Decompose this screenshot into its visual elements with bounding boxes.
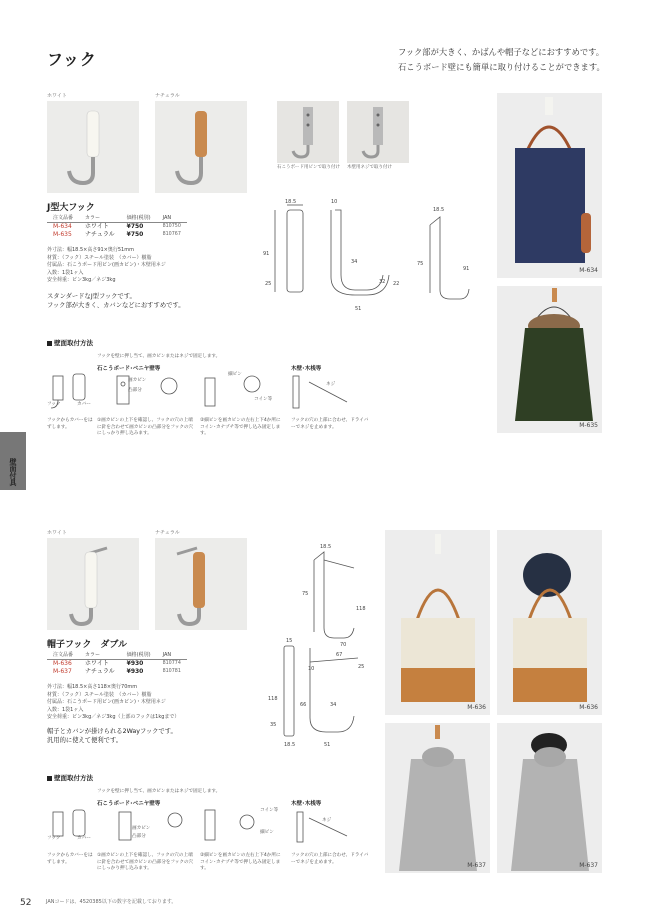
photo-canvas-bag-2 [497,530,602,715]
spec-line: 材質：（フック）スチール塗装 （カバー）樹脂 [47,254,152,261]
dim-label: 91 [263,251,270,257]
dim-label: 75 [417,261,424,267]
tote-bag-image [497,93,602,278]
canvas-bag-image-1 [385,530,490,715]
part-thin-pin-label: 細ピン [260,830,274,835]
table-header-row [47,650,187,660]
color-label-white: ホワイト [47,530,67,536]
dim-label: 118 [356,606,366,612]
install-diagram-2 [47,806,367,846]
hook-image-white [47,101,139,193]
hook-photo-white [47,101,139,193]
double-hook-photo-natural [155,538,247,630]
page-title: フック [47,50,97,69]
spec-line: 付属品：石こうボード用ピン(画カピン)・木壁用ネジ [47,262,166,268]
item-price: ¥930 [126,660,144,667]
dim-label: 70 [340,642,347,648]
dim-label: 18.5 [433,207,445,213]
dim-label: 15 [286,638,293,644]
install-diagram-1 [47,372,367,416]
install-intro-2: フックを壁に押し当て、画カピンまたはネジで固定します。 [97,789,221,794]
note-wood-2: フックの穴の上部に合わせ、ドライバーでネジを止めます。 [291,853,369,865]
desc-line: スタンダードなJ型フックです。 [47,293,136,300]
dim-label: 118 [268,696,278,702]
spec-line: 安全荷重：ピン3kg／ネジ3kg（上部のフックは1kgまで） [47,714,180,720]
item-jan: 810774 [162,661,181,666]
item-jan: 810750 [162,224,181,229]
note-wood-1: フックの穴の上部に合わせ、ドライバーでネジを止めます。 [291,418,369,430]
note-cover-1: フックからカバーをはずします。 [47,418,93,430]
photo-tag: M-634 [579,267,598,274]
spec-line: 入数：1袋1ヶ入 [47,269,84,276]
gypsum-heading-1: 石こうボード･ベニヤ壁等 [97,366,161,372]
item-color: ホワイト [85,660,109,667]
item-code: M-637 [53,668,72,675]
item-code: M-635 [53,231,72,238]
dim-label: 25 [265,281,272,287]
note-step2-2: ②細ピンを画カピンの左右上下4か所にコイン･カナヅチ等で押し込み固定します。 [200,853,281,871]
part-hook-label: フック [47,836,61,841]
header-color: カラー [79,650,121,660]
thumb-caption-screw: 木壁用ネジで取り付け [347,165,392,170]
header-price: 価格(税別) [121,650,157,660]
gypsum-heading-2: 石こうボード･ベニヤ壁等 [97,801,161,807]
dim-label: 66 [300,702,307,708]
thumb-caption-pin: 石こうボード用ピンで取り付け [277,165,340,170]
note-step1-1: ①画カピンの上下を確認し、フックの穴の上端に針を合わせて画カピンの凸部分をフックの穴にしっかり押し込みます。 [97,418,194,436]
item-jan: 810767 [162,232,181,237]
product-table-2 [47,650,187,676]
intro-text [398,45,638,75]
table-row [47,231,187,239]
spec-line: 外寸法：幅18.5×高さ118×奥行70mm [47,684,138,690]
table-row [47,668,187,676]
item-price: ¥750 [126,223,144,230]
color-label-natural: ナチュラル [155,530,180,536]
photo-hoodie-1 [385,723,490,873]
photo-tag: M-636 [579,704,598,711]
hook-thumb-screw-image [347,101,409,163]
item-price: ¥930 [126,668,144,675]
dim-label: 10 [331,199,338,205]
dimension-drawing-1 [255,195,480,320]
item-jan: 810781 [162,669,181,674]
intro-line-1: フック部が大きく、かばんや帽子などにおすすめです。 [398,47,605,57]
photo-tag: M-637 [579,862,598,869]
item-code: M-634 [53,223,72,230]
note-cover-2: フックからカバーをはずします。 [47,853,93,865]
intro-line-2: 石こうボード壁にも簡単に取り付けることができます。 [398,62,605,72]
header-color: カラー [79,213,121,223]
hoodie-image-1 [385,723,490,873]
spec-list-2 [47,684,179,722]
spec-line: 入数：1袋1ヶ入 [47,706,84,713]
dim-label: 51 [355,306,362,312]
item-price: ¥750 [126,231,144,238]
photo-tag: M-635 [579,422,598,429]
header-code: 注文品番 [47,650,79,660]
dim-label: 10 [308,666,315,672]
dimension-drawing-2 [262,540,382,750]
part-coin-label: コイン等 [254,397,273,402]
table-row [47,223,187,232]
photo-tag: M-637 [467,862,486,869]
photo-canvas-bag-1 [385,530,490,715]
dim-label: 18.5 [285,199,297,205]
color-label-natural: ナチュラル [155,93,180,99]
item-color: ホワイト [85,223,109,230]
color-label-white: ホワイト [47,93,67,99]
hook-image-natural [155,101,247,193]
product-name-2: 帽子フック ダブル [47,640,128,650]
double-hook-image-natural [155,538,247,630]
dim-label: 75 [302,591,309,597]
desc-line: 帽子とカバンが掛けられる2Wayフックです。 [47,728,177,735]
product-name-1: J型大フック [47,203,95,213]
footnote: JANコードは、4520385以下の数字を記載しております。 [46,899,177,905]
part-pin-label: 画カピン [132,826,151,831]
header-price: 価格(税別) [121,213,157,223]
wood-heading-1: 木壁･木桟等 [291,366,322,372]
photo-tag: M-636 [467,704,486,711]
dim-label: 35 [270,722,277,728]
spec-line: 外寸法：幅18.5×高さ91×奥行51mm [47,247,134,253]
hoodie-image-2 [497,723,602,873]
install-heading-1: 壁面取付方法 [47,338,93,347]
dim-label: 91 [463,266,470,272]
photo-hoodie-2 [497,723,602,873]
dim-label: 34 [330,702,337,708]
photo-jacket [497,286,602,433]
dim-label: 34 [351,259,358,265]
hook-photo-natural [155,101,247,193]
part-screw-label: ネジ [326,382,336,387]
canvas-bag-image-2 [497,530,602,715]
item-color: ナチュラル [85,231,115,238]
part-protrusion-label: 凸部分 [128,388,142,393]
part-pin-label: 画カピン [128,378,147,383]
dim-label: 67 [336,652,343,658]
hook-thumb-pin [277,101,339,163]
photo-tote-bag [497,93,602,278]
note-step1-2: ①画カピンの上下を確認し、フックの穴の上端に針を合わせて画カピンの凸部分をフックの穴にしっかり押し込みます。 [97,853,194,871]
part-thin-pin-label: 細ピン [228,372,242,377]
double-hook-photo-white [47,538,139,630]
spec-line: 付属品：石こうボード用ピン(画カピン)・木壁用ネジ [47,699,166,705]
spec-list-1 [47,247,166,285]
desc-line: フック部が大きく、カバンなどにおすすめです。 [47,302,185,309]
part-cover-label: カバー [77,402,91,407]
wood-heading-2: 木壁･木桟等 [291,801,322,807]
dim-label: 51 [324,742,331,748]
section-tab-label: 壁面付具 [9,458,17,486]
table-header-row [47,213,187,223]
note-step2-1: ②細ピンを画カピンの左右上下4か所にコイン･カナヅチ等で押し込み固定します。 [200,418,281,436]
spec-line: 安全荷重：ピン3kg／ネジ3kg [47,277,116,283]
part-screw-label: ネジ [322,818,332,823]
dim-label: 18.5 [284,742,296,748]
item-color: ナチュラル [85,668,115,675]
part-cover-label: カバー [77,836,91,841]
dim-label: 22 [393,281,400,287]
install-intro-1: フックを壁に押し当て、画カピンまたはネジで固定します。 [97,354,221,359]
header-jan: JAN [157,650,187,660]
hook-thumb-screw [347,101,409,163]
header-jan: JAN [157,213,187,223]
dim-label: 18.5 [320,544,332,550]
table-row [47,660,187,669]
header-code: 注文品番 [47,213,79,223]
part-coin-label: コイン等 [260,808,279,813]
double-hook-image-white [47,538,139,630]
part-protrusion-label: 凸部分 [132,834,146,839]
product-table-1 [47,213,187,239]
hook-thumb-pin-image [277,101,339,163]
product-desc-2 [47,727,177,745]
spec-line: 材質：（フック）スチール塗装 （カバー）樹脂 [47,691,152,698]
jacket-image [497,286,602,433]
dim-label: 25 [358,664,365,670]
dim-label: 32 [379,279,386,285]
page-number: 52 [20,898,32,908]
product-desc-1 [47,292,185,310]
part-hook-label: フック [47,402,61,407]
desc-line: 汎用的に使えて便利です。 [47,737,123,744]
install-heading-2: 壁面取付方法 [47,773,93,782]
item-code: M-636 [53,660,72,667]
